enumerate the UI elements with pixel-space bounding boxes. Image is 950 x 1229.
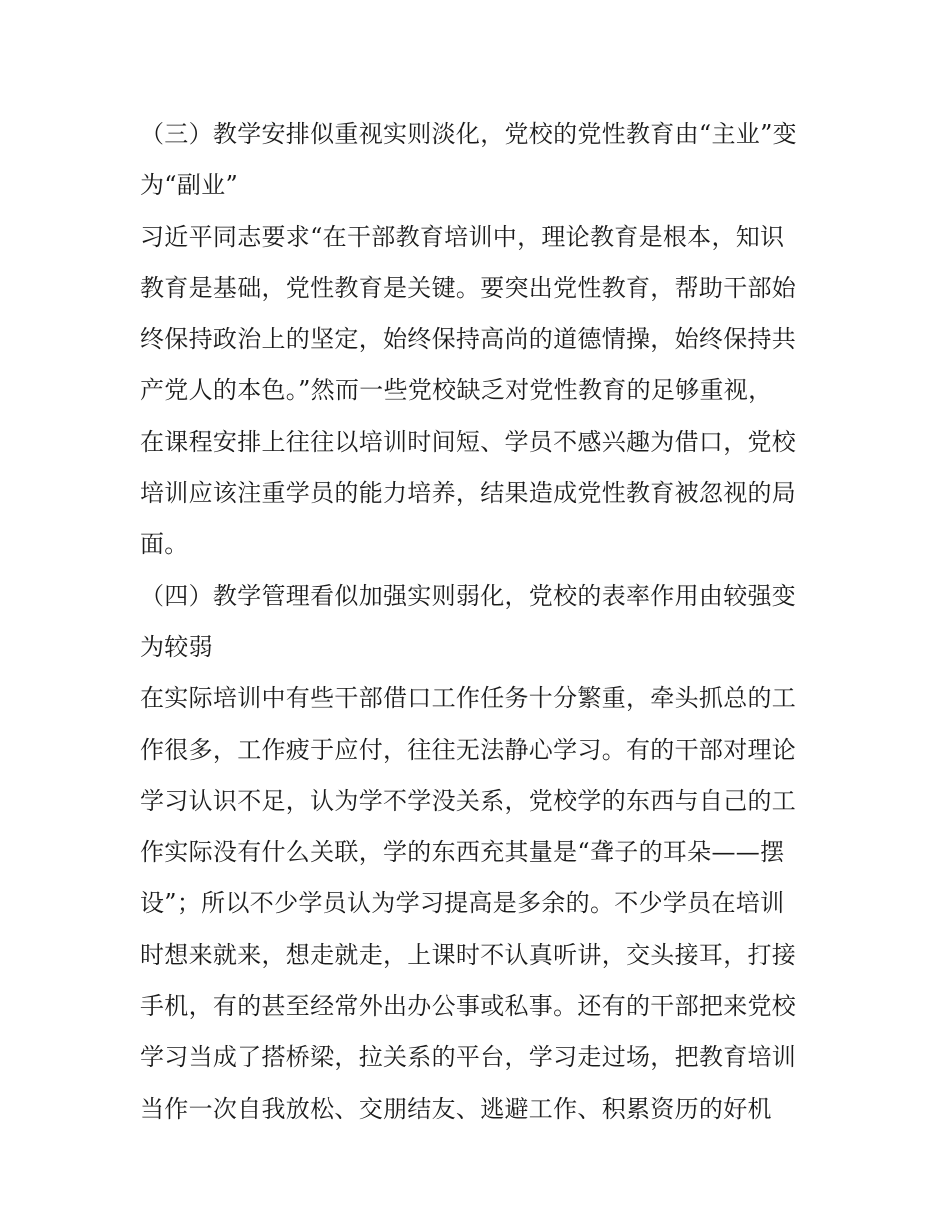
paragraph-line: 手机，有的甚至经常外出办公事或私事。还有的干部把来党校 bbox=[140, 992, 797, 1021]
section-heading-3-line-1: （三）教学安排似重视实则淡化，党校的党性教育由“主业”变 bbox=[140, 120, 797, 148]
paragraph-line: 学习当成了搭桥梁，拉关系的平台，学习走过场，把教育培训 bbox=[140, 1043, 797, 1072]
paragraph-line: 在实际培训中有些干部借口工作任务十分繁重，牵头抓总的工 bbox=[140, 684, 797, 713]
section-heading-3-line-2: 为“副业” bbox=[140, 171, 239, 200]
paragraph-line: 教育是基础，党性教育是关键。要突出党性教育，帮助干部始 bbox=[140, 273, 797, 302]
section-heading-4-line-1: （四）教学管理看似加强实则弱化，党校的表率作用由较强变 bbox=[140, 581, 797, 610]
paragraph-line: 面。 bbox=[140, 530, 189, 559]
section-heading-4-line-2: 为较弱 bbox=[140, 632, 213, 661]
paragraph-line: 终保持政治上的坚定，始终保持高尚的道德情操，始终保持共 bbox=[140, 325, 797, 354]
paragraph-line: 当作一次自我放松、交朋结友、逃避工作、积累资历的好机 bbox=[140, 1094, 772, 1123]
document-body bbox=[140, 109, 820, 1135]
paragraph-line: 时想来就来，想走就走，上课时不认真听讲，交头接耳，打接 bbox=[140, 940, 797, 969]
paragraph-line: 产党人的本色。”然而一些党校缺乏对党性教育的足够重视， bbox=[140, 376, 773, 405]
paragraph-line: 在课程安排上往往以培训时间短、学员不感兴趣为借口，党校 bbox=[140, 427, 797, 456]
paragraph-line: 习近平同志要求“在干部教育培训中，理论教育是根本，知识 bbox=[140, 222, 785, 251]
paragraph-line: 作很多，工作疲于应付，往往无法静心学习。有的干部对理论 bbox=[140, 735, 797, 764]
paragraph-line: 作实际没有什么关联，学的东西充其量是“聋子的耳朵——摆 bbox=[140, 838, 785, 867]
paragraph-line: 学习认识不足，认为学不学没关系，党校学的东西与自己的工 bbox=[140, 786, 797, 815]
paragraph-line: 培训应该注重学员的能力培养，结果造成党性教育被忽视的局 bbox=[140, 479, 797, 508]
paragraph-line: 设”；所以不少学员认为学习提高是多余的。不少学员在培训 bbox=[140, 889, 785, 918]
